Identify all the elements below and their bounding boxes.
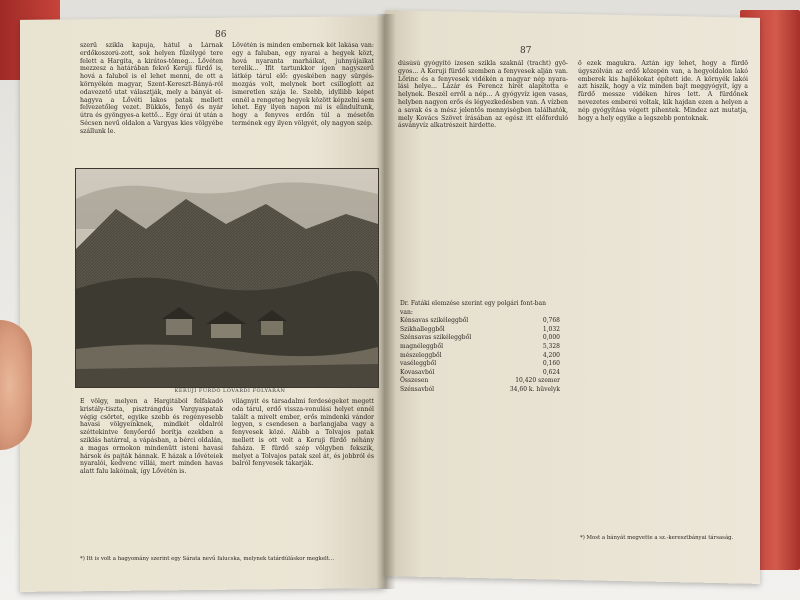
landscape-engraving	[75, 168, 379, 388]
holding-hand	[0, 320, 32, 450]
analysis-label: magnéleggből	[400, 342, 444, 350]
engraving-caption: KERUJI FÜRDŐ LOVARDI FOLYÁRÁN	[174, 388, 286, 394]
analysis-value: 34,60 k. hüvelyk	[509, 385, 560, 393]
analysis-row	[400, 317, 560, 326]
analysis-row	[400, 377, 560, 386]
left-text-column-top-left: szerű szikla kapuja, hátul a Lárnak erdőkoszorú-zott, sok helyen fűzélygé tere felett a Hargita, a kirátos-tömeg... Lővéten mezzesz a határában fekvő Keruji fürdő is, hová a falubol is el lehet menni, de ott a környékén magyar, Szent-Kereszt-Bányá-ról odavezető utat választják, mely a bányát el-hagyva a Lővéti lakos patak mellett felvezetőleg vezet. Bükkös, fenyő és nyár útra és gyöngyes-a kettő... Egy órai út után a Sécsen nevű oldalon a Vargyas kies völgyébe szállunk le.	[80, 42, 223, 135]
left-footnote: *) Itt is volt a hagyomány szerint egy Sárata nevű falucska, melynek tatárdúláskor megkelt...	[80, 556, 335, 562]
analysis-value: 0,768	[542, 317, 560, 325]
analysis-label: Kénsavas szikéleggből	[400, 317, 469, 325]
analysis-label: Összesen	[400, 377, 429, 385]
analysis-value: 0,000	[542, 334, 560, 342]
analysis-label: Kovasavból	[400, 368, 435, 376]
analysis-row	[400, 352, 560, 361]
mineral-analysis-table	[400, 300, 560, 395]
book-gutter	[376, 14, 396, 589]
analysis-row	[400, 369, 560, 378]
analysis-value: 0,624	[542, 368, 560, 376]
analysis-title: Dr. Fatáki elemzése szerint egy polgári font-ban van:	[400, 300, 546, 316]
right-page-number: 87	[520, 46, 532, 56]
analysis-value: 5,328	[542, 342, 560, 350]
analysis-label: Szénsavas szikéleggből	[400, 334, 472, 342]
analysis-label: vaséleggből	[400, 360, 437, 368]
left-page-number: 86	[215, 30, 227, 40]
analysis-value: 1,032	[542, 325, 560, 333]
analysis-label: Szénsavból	[400, 385, 435, 393]
analysis-row	[400, 326, 560, 335]
analysis-row	[400, 386, 560, 395]
analysis-value: 10,420 szemer	[515, 377, 560, 385]
analysis-value: 4,200	[542, 351, 560, 359]
analysis-row	[400, 360, 560, 369]
right-text-column-right: ő ezek magukra. Aztán igy lehet, hogy a fürdő úgyszólván az erdő közepén van, a hegyoldalon lakó emberek kis hajlékokat épített ide. A környék lakói azt hiszik, hogy a víz minden bajt meggyógyít, így a fürdő messze vidéken híres lett. A fürdőnek nevezetes emberei voltak, kik hajdan ezen a helyen a nép gyógyítása végett pihentek. Mindez azt mutatja, hogy a hely egyike a legszebb pontoknak.	[578, 60, 748, 122]
analysis-value: 0,160	[542, 360, 560, 368]
left-text-column-bottom-right: világnyit és társadalmi ferdeségeket megett oda tárul, erdő vissza-vonulási helyet ennél talált a mivelt ember, erős mindenki vándor legyen, s csendesen a barlangjaba vagy a fenyvesek közé. Alább a Tolvajos patak mellett is ott volt a Keruji fürdő néhány faháza. E fürdő szép völgyben fekszik, melyet a Tolvajos patak szel át, és jobbról és balról fenyvesek takarják.	[232, 398, 374, 468]
analysis-label: Szikhalleggből	[400, 325, 445, 333]
left-text-column-top-right: Lővétén is minden embernek két lakása van: egy a faluban, egy nyarai a hegyek közt, hová nyaranta marháikat, juhnyájaikat terelik... Ifit tartunkkor igen nagyszerű látkép tárul elő: gyeskében nagy sürgés-mozgás volt, melynek bort csilloglott az ismeretlen szája le. Szebb, idyllibb képet ennél a rengeteg hegyek között képzelni sem lehet. Egy ilyen napon mi is elindultunk, hogy a fenyves erdőn túl a mésetőn termének egy ilyen völgyét, oly nagyon szép.	[232, 42, 374, 127]
analysis-row	[400, 334, 560, 343]
right-text-column-left: dúsúsú gyógyító ízesen szikla szaknál (tracht) gyö-gyos... A Keruji fürdő szemben a fenyvesek alján van. Lőrinc és a fenyvesek vidékén a magyar nép nyara-lási helye... Lázár és Ferencz hírét alapította e helynek. Beszél erről a nép... A gyógyvíz igen vasas, helyben nagyon erős és légyezkedésben van. A vízben a savak és a mész jelentős mennyiségben találhatók, mely Kovács Szövet írásában az egész itt előforduló ásványvíz alkatrészeit hirdette.	[398, 60, 568, 130]
right-footnote: *) Most a bányát megvette a sz.-keresztbányai társaság.	[580, 535, 734, 541]
left-text-column-bottom-left: E völgy, melyen a Hargitából felfakadó kristály-tiszta, pisztrángdús Vargyaspatak végig csörtet, egyike szebb és regényesebb havasi völgyeinknek, mindkét oldalról széttekintve fenyőerdő borítja ezekben a sziklás határral, a vápásban, a bérci oldalán, a magas ormokon mindenütt isteni havasi hársok és pajták hánnak. E házak a lővéteiek nyaralói, kedvenc villái, mert minden havas alatt falu lakóinak, így Lővétén is.	[80, 398, 223, 476]
analysis-row	[400, 343, 560, 352]
analysis-label: mészeleggből	[400, 351, 442, 359]
